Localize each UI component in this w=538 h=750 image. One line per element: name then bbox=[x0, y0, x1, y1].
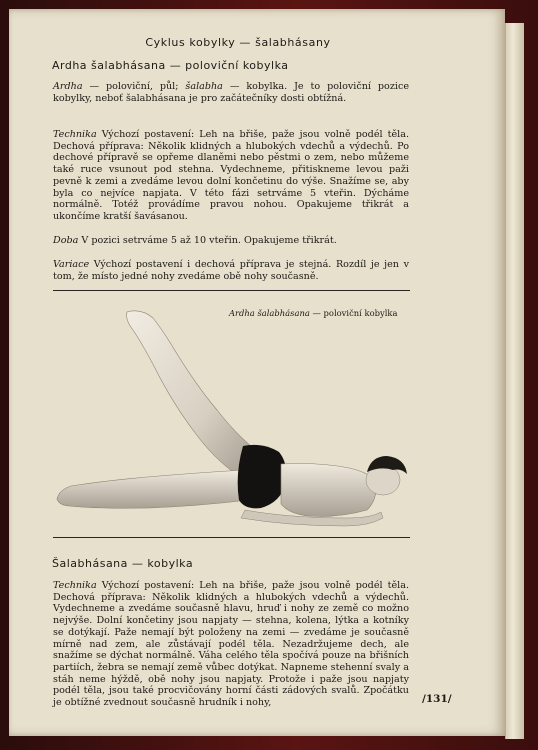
page-number: /131/ bbox=[422, 693, 452, 705]
torso bbox=[281, 464, 376, 517]
section-title-ardha: Ardha šalabhásana — poloviční kobylka bbox=[52, 59, 289, 72]
figure-caption bbox=[229, 308, 397, 318]
intro-term: Ardha bbox=[53, 81, 83, 92]
intro-text2: — kobylka. Je to poloviční pozice kobylky, neboť šalabhásana je pro začátečníky dosti obtížná. bbox=[53, 81, 409, 104]
technika-label-1: Technika bbox=[53, 129, 97, 140]
doba-text: V pozici setrváme 5 až 10 vteřin. Opakujeme třikrát. bbox=[78, 235, 337, 246]
running-head: Cyklus kobylky — šalabhásany bbox=[145, 36, 331, 49]
shorts bbox=[238, 445, 286, 508]
top-rule bbox=[53, 290, 410, 291]
technika-label-2: Technika bbox=[53, 580, 97, 591]
doba-paragraph bbox=[53, 235, 409, 247]
technika-text-2: Výchozí postavení: Leh na břiše, paže jsou volně podél těla. Dechová příprava: Několik klidných a hlubokých vdechů a výdechů. Vydechneme a zvedáme současně hlavu, hruď i nohy ze země co možno nejvýše. Dolní končetiny jsou napjaty — stehna, kolena, lýtka a kotníky se dotýkají. Paže nemají být položeny na zemi — zvedáme je současně mírně nad zem, ale zůstávají podél těla. Nezadržujeme dech, ale snažíme se dýchat normálně. Váha celého těla spočívá pouze na břišních partiích, žebra se nemají země vůbec dotýkat. Napneme stehenní svaly a stáh neme hýždě, obě nohy jsou napjaty. Protože i paže jsou napjaty podél těla, jsou také procvičovány horní části zádových svalů. Zpočátku je obtížné zvednout současně hrudník i nohy, bbox=[53, 580, 409, 709]
technika-paragraph-2 bbox=[53, 580, 409, 709]
variace-paragraph bbox=[53, 259, 409, 282]
intro-paragraph bbox=[53, 81, 409, 104]
bottom-rule bbox=[53, 537, 410, 538]
resting-leg bbox=[57, 470, 249, 508]
page-content bbox=[9, 9, 505, 736]
pose-photo bbox=[49, 304, 409, 529]
variace-text: Výchozí postavení i dechová příprava je stejná. Rozdíl je jen v tom, že místo jedné nohy zvedáme obě nohy současně. bbox=[53, 259, 409, 282]
caption-translation: — poloviční kobylka bbox=[309, 308, 398, 318]
technika-text-1: Výchozí postavení: Leh na břiše, paže jsou volně podél těla. Dechová příprava: Několik klidných a hlubokých vdechů a výdechů. Po dechové přípravě se opřeme dlaněmi nebo pěstmi o zem, nebo můžeme také ruce vsunout pod stehna. Vydechneme, přitiskneme levou paži pevně k zemi a zvedáme levou dolní končetinu do výše. Snažíme se, aby byla co nejvíce napjata. V této fázi setrváme 5 vteřin. Dýcháme normálně. Totéž provádíme pravou nohou. Opakujeme třikrát a ukončíme kratší šavásanou. bbox=[53, 129, 409, 222]
intro-text: — poloviční, půl; bbox=[82, 81, 186, 92]
page-edges bbox=[505, 23, 524, 739]
doba-label: Doba bbox=[53, 235, 79, 246]
section-title-salabhasana: Šalabhásana — kobylka bbox=[52, 557, 194, 570]
intro-term2: šalabha bbox=[185, 81, 223, 92]
book-page bbox=[9, 9, 505, 736]
caption-pose-name: Ardha šalabhásana bbox=[229, 308, 310, 318]
technika-paragraph-1 bbox=[53, 129, 409, 223]
variace-label: Variace bbox=[53, 259, 90, 270]
